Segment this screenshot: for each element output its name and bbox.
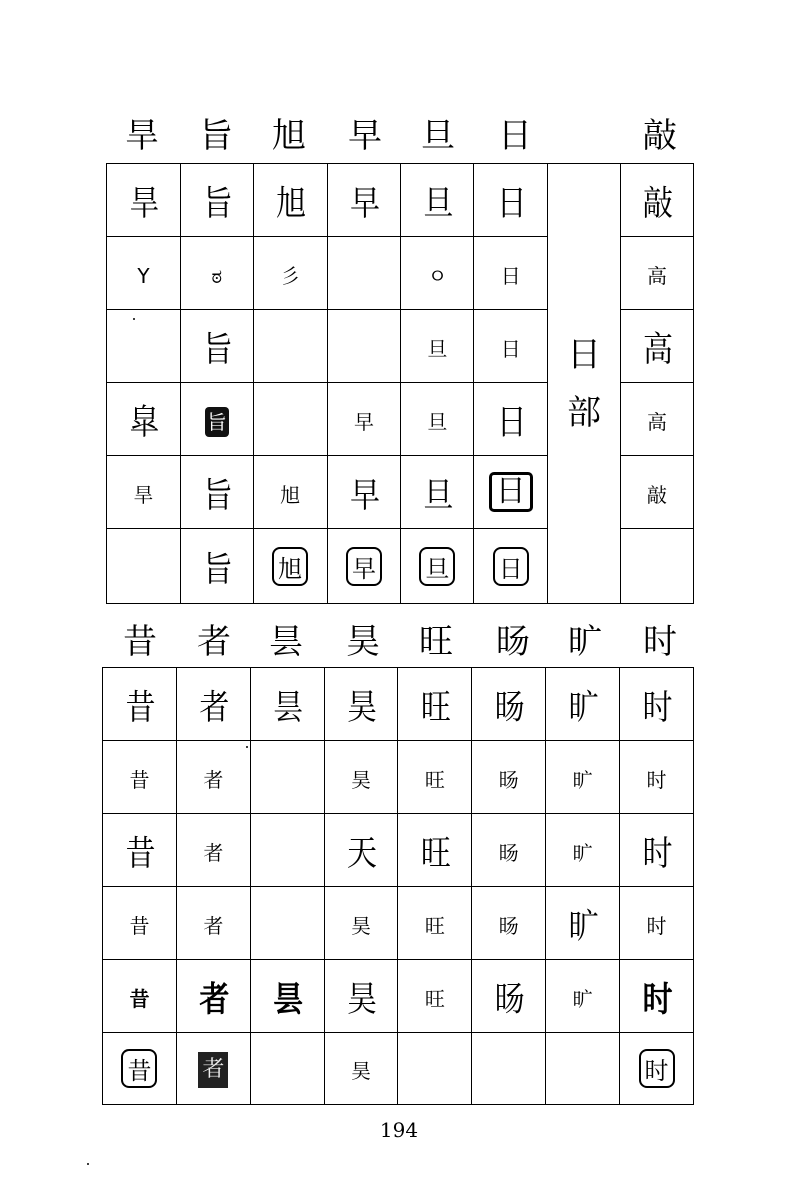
grid-cell: 昊 bbox=[324, 960, 398, 1033]
grid-cell: 旭 bbox=[253, 456, 327, 529]
grid-cell: 旺 bbox=[398, 960, 472, 1033]
grid-cell: 日 bbox=[474, 310, 548, 383]
grid-cell: 日 bbox=[474, 383, 548, 456]
grid-cell: Y bbox=[107, 237, 181, 310]
grid-cell: 旷 bbox=[546, 960, 620, 1033]
grid-cell: 昔 bbox=[103, 887, 177, 960]
grid-cell: 时 bbox=[620, 887, 694, 960]
bottom-grid bbox=[102, 667, 694, 1105]
grid-cell bbox=[472, 1033, 546, 1105]
grid-cell: 旨 bbox=[180, 529, 253, 604]
grid-cell: 旸 bbox=[472, 814, 546, 887]
heading-char: 旨 bbox=[199, 116, 233, 156]
grid-cell: 旨 bbox=[180, 456, 253, 529]
grid-cell: 旸 bbox=[472, 960, 546, 1033]
bureau-label-1: 日 bbox=[567, 334, 602, 375]
grid-cell: ㅇ bbox=[401, 237, 474, 310]
heading-char: 昙 bbox=[269, 622, 303, 662]
heading-char: 旭 bbox=[272, 116, 306, 156]
grid-cell: 敲 bbox=[621, 164, 694, 237]
grid-cell: 时 bbox=[620, 1033, 694, 1105]
grid-cell: 者 bbox=[176, 960, 250, 1033]
grid-cell: 昊 bbox=[324, 741, 398, 814]
grid-cell: 旦 bbox=[401, 164, 474, 237]
grid-cell bbox=[253, 383, 327, 456]
bureau-label-2: 部 bbox=[567, 392, 602, 433]
bureau-cell bbox=[548, 164, 621, 604]
speck bbox=[246, 746, 248, 748]
heading-char: 敲 bbox=[643, 116, 677, 156]
grid-cell bbox=[253, 310, 327, 383]
grid-cell: 时 bbox=[620, 668, 694, 741]
grid-cell: 旷 bbox=[546, 668, 620, 741]
heading-char: 旦 bbox=[421, 116, 455, 156]
grid-cell: 旨 bbox=[180, 383, 253, 456]
grid-cell: 旦 bbox=[401, 310, 474, 383]
heading-char: 日 bbox=[498, 116, 532, 156]
grid-cell bbox=[621, 529, 694, 604]
grid-cell: 皐 bbox=[107, 383, 181, 456]
grid-cell: 旨 bbox=[180, 164, 253, 237]
grid-cell: 旭 bbox=[253, 529, 327, 604]
grid-cell: 敲 bbox=[621, 456, 694, 529]
grid-cell: 昔 bbox=[103, 668, 177, 741]
grid-cell: 高 bbox=[621, 237, 694, 310]
grid-cell: 旺 bbox=[398, 741, 472, 814]
grid-cell: 时 bbox=[620, 814, 694, 887]
grid-cell: 者 bbox=[176, 1033, 250, 1105]
grid-cell: 昔 bbox=[103, 741, 177, 814]
grid-cell: 昊 bbox=[324, 887, 398, 960]
grid-cell: 者 bbox=[176, 814, 250, 887]
grid-cell bbox=[250, 1033, 324, 1105]
grid-cell: 早 bbox=[327, 456, 401, 529]
grid-cell: 昔 bbox=[103, 960, 177, 1033]
grid-cell bbox=[327, 237, 401, 310]
grid-cell: 昔 bbox=[103, 814, 177, 887]
grid-cell: 昊 bbox=[324, 1033, 398, 1105]
grid-cell: 高 bbox=[621, 383, 694, 456]
top-grid bbox=[106, 163, 694, 604]
page-number: 194 bbox=[379, 1118, 419, 1142]
heading-char: 昊 bbox=[346, 622, 380, 662]
grid-cell: 日 bbox=[474, 529, 548, 604]
grid-cell: 旭 bbox=[253, 164, 327, 237]
grid-cell: 早 bbox=[327, 164, 401, 237]
grid-cell: 旸 bbox=[472, 887, 546, 960]
grid-cell: 时 bbox=[620, 741, 694, 814]
grid-cell bbox=[250, 741, 324, 814]
grid-cell: 天 bbox=[324, 814, 398, 887]
grid-cell: 昊 bbox=[324, 668, 398, 741]
grid-cell: 昔 bbox=[103, 1033, 177, 1105]
grid-cell bbox=[250, 887, 324, 960]
grid-cell: 者 bbox=[176, 668, 250, 741]
grid-cell: 高 bbox=[621, 310, 694, 383]
speck bbox=[87, 1163, 89, 1165]
grid-cell: 彡 bbox=[253, 237, 327, 310]
grid-cell: 日 bbox=[474, 164, 548, 237]
heading-char: 旺 bbox=[419, 622, 453, 662]
grid-cell: 早 bbox=[327, 383, 401, 456]
heading-char: 旸 bbox=[496, 622, 530, 662]
grid-cell bbox=[107, 529, 181, 604]
grid-cell: 者 bbox=[176, 887, 250, 960]
grid-cell: 旸 bbox=[472, 668, 546, 741]
grid-cell: 旱 bbox=[107, 456, 181, 529]
grid-cell: 旺 bbox=[398, 668, 472, 741]
grid-cell: 日 bbox=[474, 456, 548, 529]
grid-cell bbox=[250, 814, 324, 887]
grid-cell: 时 bbox=[620, 960, 694, 1033]
grid-cell bbox=[107, 310, 181, 383]
grid-cell bbox=[398, 1033, 472, 1105]
grid-cell: ಠ bbox=[180, 237, 253, 310]
grid-cell: 旦 bbox=[401, 383, 474, 456]
grid-cell: 旷 bbox=[546, 814, 620, 887]
heading-char: 早 bbox=[348, 116, 382, 156]
grid-cell: 旸 bbox=[472, 741, 546, 814]
grid-cell: 旷 bbox=[546, 887, 620, 960]
grid-cell: 旦 bbox=[401, 456, 474, 529]
grid-cell: 早 bbox=[327, 529, 401, 604]
heading-char: 旱 bbox=[125, 116, 159, 156]
heading-char: 昔 bbox=[123, 622, 157, 662]
grid-cell: 旱 bbox=[107, 164, 181, 237]
grid-cell: 旷 bbox=[546, 741, 620, 814]
grid-cell: 旺 bbox=[398, 814, 472, 887]
grid-cell: 昙 bbox=[250, 668, 324, 741]
speck bbox=[133, 318, 135, 320]
grid-cell bbox=[546, 1033, 620, 1105]
heading-char: 时 bbox=[643, 622, 677, 662]
heading-char: 者 bbox=[197, 622, 231, 662]
grid-cell: 昙 bbox=[250, 960, 324, 1033]
grid-cell: 旨 bbox=[180, 310, 253, 383]
grid-cell: 日 bbox=[474, 237, 548, 310]
grid-cell: 者 bbox=[176, 741, 250, 814]
grid-cell: 旦 bbox=[401, 529, 474, 604]
grid-cell bbox=[327, 310, 401, 383]
heading-char: 旷 bbox=[568, 622, 602, 662]
grid-cell: 旺 bbox=[398, 887, 472, 960]
